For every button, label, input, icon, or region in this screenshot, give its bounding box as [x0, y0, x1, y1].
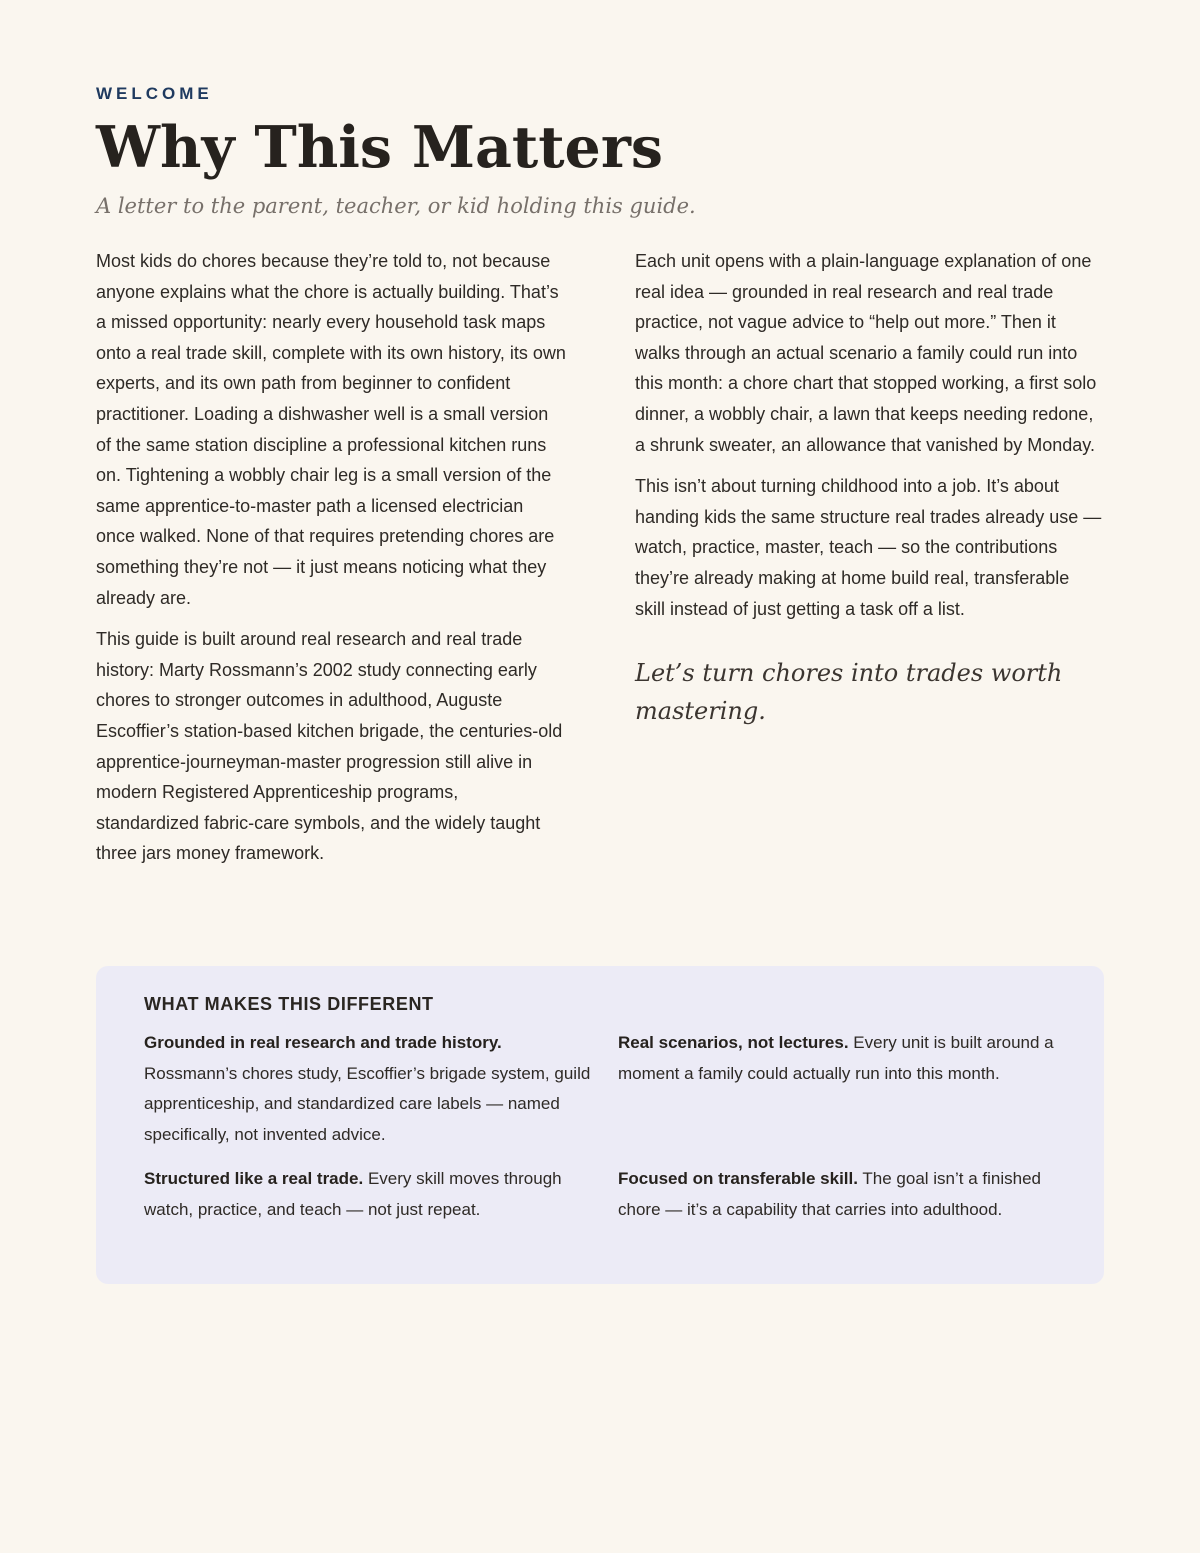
feature-lead: Grounded in real research and trade history. — [144, 1033, 502, 1052]
eyebrow-label: WELCOME — [96, 84, 213, 103]
right-column — [635, 246, 1104, 730]
body-paragraph: Most kids do chores because they’re told to, not because anyone explains what the chore is actually building. That’s a missed opportunity: nearly every household task maps onto a real trade skill, complete with its own history, its own experts, and its own path from beginner to confident practitioner. Loading a dishwasher well is a small version of the same station discipline a professional kitchen runs on. Tightening a wobbly chair leg is a small version of the same apprentice-to-master path a licensed electrician once walked. None of that requires pretending chores are something they’re not — it just means noticing what they already are. — [96, 251, 566, 608]
body-paragraph: This guide is built around real research and real trade history: Marty Rossmann’s 2002 study connecting early chores to stronger outcomes in adulthood, Auguste Escoffier’s station-based kitchen brigade, the centuries-old apprentice-journeyman-master progression still alive in modern Registered Apprenticeship programs, standardized fabric-care symbols, and the widely taught three jars money framework. — [96, 629, 563, 864]
closing-statement: Let’s turn chores into trades worth mastering. — [635, 659, 1063, 726]
page-title: Why This Matters — [96, 114, 663, 181]
body-paragraph: Each unit opens with a plain-language explanation of one real idea — grounded in real research and real trade practice, not vague advice to “help out more.” Then it walks through an actual scenario a family could run into this month: a chore chart that stopped working, a first solo dinner, a wobbly chair, a lawn that keeps needing redone, a shrunk sweater, an allowance that vanished by Monday. — [635, 251, 1097, 455]
feature-lead: Structured like a real trade. — [144, 1169, 364, 1188]
feature-text: Rossmann’s chores study, Escoffier’s brigade system, guild apprenticeship, and standardized care labels — named specifically, not invented advice. — [144, 1063, 591, 1144]
feature-text: Every skill moves through watch, practice, and teach — not just repeat. — [144, 1169, 562, 1219]
callout-heading: WHAT MAKES THIS DIFFERENT — [144, 994, 434, 1014]
feature-text: The goal isn’t a finished chore — it’s a capability that carries into adulthood. — [618, 1169, 1041, 1219]
feature-item — [618, 1028, 1058, 1089]
callout-box — [96, 966, 1104, 1284]
feature-item — [144, 1164, 594, 1225]
feature-text: Every unit is built around a moment a family could actually run into this month. — [618, 1033, 1054, 1083]
feature-item — [144, 1028, 594, 1150]
feature-lead: Real scenarios, not lectures. — [618, 1033, 849, 1052]
left-column — [96, 246, 566, 880]
body-paragraph: This isn’t about turning childhood into a job. It’s about handing kids the same structure real trades already use — watch, practice, master, teach — so the contributions they’re already making at home build real, transferable skill instead of just getting a task off a list. — [635, 476, 1102, 619]
feature-lead: Focused on transferable skill. — [618, 1169, 858, 1188]
page-subtitle: A letter to the parent, teacher, or kid holding this guide. — [96, 194, 696, 218]
feature-item — [618, 1164, 1058, 1225]
